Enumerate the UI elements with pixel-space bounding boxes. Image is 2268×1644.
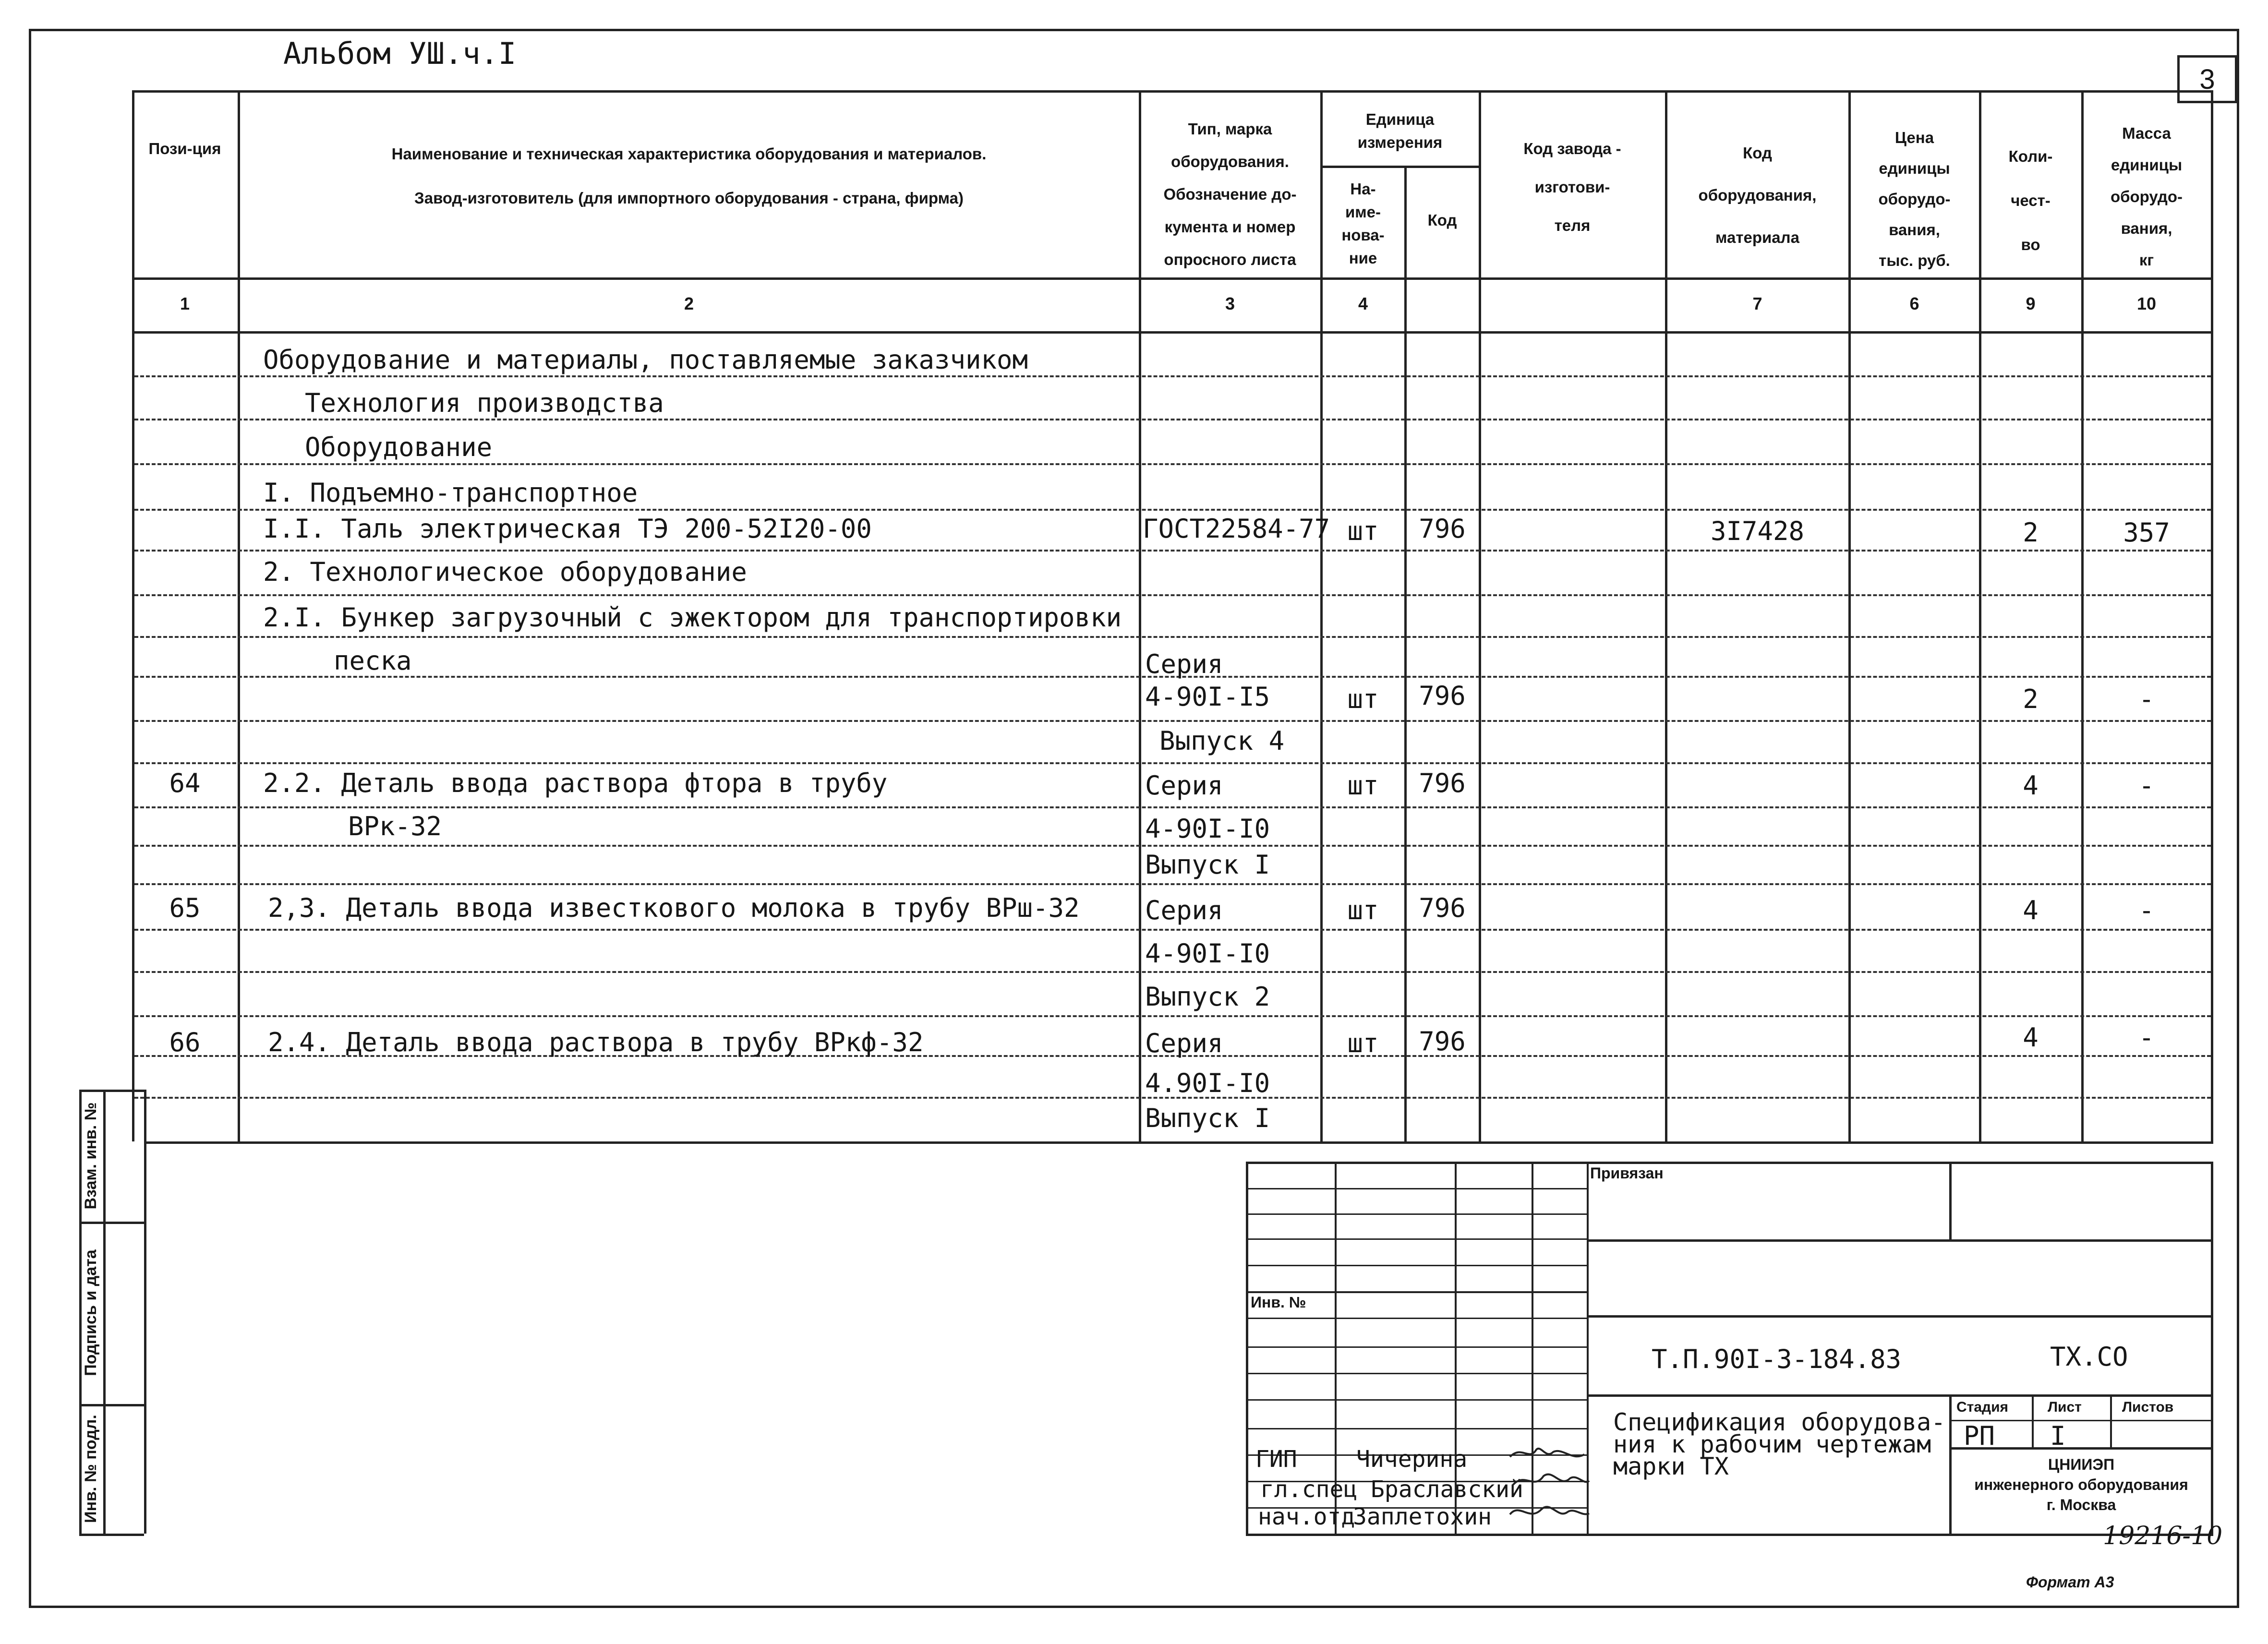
column-number: 1: [180, 294, 190, 313]
document-title-line: Спецификация оборудова-: [1613, 1408, 1946, 1436]
header-unit-group: [1323, 108, 1477, 154]
header-factory-code: [1481, 130, 1664, 245]
row-doc: Серия: [1145, 895, 1223, 925]
stage-value: РП: [1964, 1421, 1995, 1451]
header-type: [1141, 113, 1319, 276]
header-unit-line: измерения: [1357, 133, 1443, 151]
signer-name: Браславский: [1371, 1476, 1523, 1503]
row-name: 2.I. Бункер загрузочный с эжектором для транспортировки: [263, 602, 1122, 633]
document-title-line: ния к рабочим чертежам: [1613, 1430, 1931, 1458]
header-unit-name: [1323, 178, 1403, 270]
row-qty: 4: [2023, 1022, 2039, 1053]
row-unit: шт: [1347, 895, 1379, 925]
header-name-line1: Наименование и техническая характеристика оборудования и материалов.: [391, 145, 987, 163]
header-qty-line: Коли-: [2008, 147, 2053, 165]
header-position-text: Пози-ция: [148, 140, 221, 157]
header-mass-line: кг: [2139, 251, 2154, 269]
signer-name: Чичерина: [1356, 1446, 1468, 1473]
organization-line: инженерного оборудования: [1974, 1476, 2188, 1493]
row-name: 2.2. Деталь ввода раствора фтора в трубу: [263, 768, 888, 798]
header-qty-line: чест-: [2011, 192, 2051, 209]
row-unit-code: 796: [1419, 514, 1466, 544]
row-unit-code: 796: [1419, 681, 1466, 711]
inv-label: Инв. №: [1251, 1294, 1306, 1311]
document-title-line: марки ТХ: [1613, 1452, 1729, 1480]
header-price-line: оборудо-: [1878, 190, 1951, 208]
sheet-number: 3: [2177, 55, 2237, 103]
stage-label: Стадия: [1956, 1399, 2009, 1415]
row-doc: 4-90I-I0: [1145, 938, 1270, 969]
row-doc: Выпуск 2: [1145, 982, 1270, 1012]
row-position: 65: [169, 893, 201, 923]
header-type-line: Обозначение до-: [1163, 185, 1297, 203]
header-equip-line: материала: [1715, 228, 1799, 246]
row-name: I. Подъемно-транспортное: [263, 478, 638, 508]
header-price-line: Цена: [1894, 129, 1934, 146]
row-doc: 4.90I-I0: [1145, 1068, 1270, 1098]
column-number: 6: [1909, 294, 1919, 313]
header-unit-name-line: ние: [1349, 249, 1377, 267]
row-doc: Серия: [1145, 649, 1223, 679]
sheet-value: I: [2050, 1421, 2066, 1451]
organization-line: ЦНИИЭП: [2048, 1456, 2115, 1473]
column-number: 9: [2026, 294, 2036, 313]
row-doc: 4-90I-I0: [1145, 814, 1270, 844]
header-unit-name-line: нова-: [1341, 226, 1385, 244]
sheets-label: Листов: [2122, 1399, 2174, 1415]
row-name: Технология производства: [305, 388, 664, 418]
row-mass: -: [2138, 895, 2155, 925]
row-name: 2. Технологическое оборудование: [263, 557, 747, 587]
header-price-line: вания,: [1889, 221, 1940, 239]
header-price-line: тыс. руб.: [1879, 252, 1950, 269]
row-unit-code: 796: [1419, 768, 1466, 798]
row-mass: -: [2138, 770, 2155, 801]
row-doc: Выпуск I: [1145, 1103, 1270, 1133]
row-doc: ГОСТ22584-77: [1143, 514, 1330, 544]
row-mass: -: [2138, 1022, 2155, 1053]
header-mass-line: Масса: [2122, 124, 2171, 142]
header-price-line: единицы: [1879, 159, 1950, 177]
privyazan-label: Привязан: [1590, 1164, 1664, 1182]
organization: [1952, 1454, 2211, 1515]
row-position: 66: [169, 1027, 201, 1057]
header-mass-line: вания,: [2121, 219, 2172, 237]
header-mass-line: оборудо-: [2110, 188, 2183, 205]
document-mark: ТХ.СО: [2050, 1342, 2128, 1372]
row-name: 2,3. Деталь ввода известкового молока в трубу ВРш-32: [268, 893, 1080, 923]
row-qty: 2: [2023, 517, 2039, 548]
signer-role: нач.отд: [1258, 1503, 1355, 1530]
organization-line: г. Москва: [2046, 1496, 2116, 1513]
handwritten-signatures: [1508, 1442, 1592, 1531]
column-number: 3: [1225, 294, 1235, 313]
signer-name: Заплетохин: [1353, 1503, 1492, 1530]
row-doc: Серия: [1145, 1028, 1223, 1058]
row-name: песка: [334, 646, 412, 676]
column-number: 7: [1752, 294, 1762, 313]
side-label: Взам. инв. №: [82, 1102, 100, 1210]
header-price: [1851, 122, 1978, 276]
header-equip-line: оборудования,: [1698, 186, 1817, 204]
row-equip-code: 3I7428: [1710, 516, 1805, 546]
column-number: 10: [2136, 294, 2157, 313]
row-mass: 357: [2123, 517, 2170, 548]
header-unit-name-line: име-: [1345, 203, 1381, 221]
side-label: Инв. № подл.: [82, 1415, 100, 1523]
column-number: 4: [1358, 294, 1368, 313]
header-unit-code: Код: [1427, 211, 1457, 229]
header-type-line: Тип, марка: [1188, 120, 1272, 138]
row-doc: Выпуск I: [1145, 850, 1270, 880]
header-mass-line: единицы: [2111, 156, 2183, 174]
format-label: Формат А3: [2026, 1573, 2114, 1591]
footer-number: 19216-10: [2103, 1522, 2223, 1550]
header-type-line: опросного листа: [1164, 251, 1296, 268]
row-name: Оборудование и материалы, поставляемые заказчиком: [263, 345, 1028, 375]
row-name: I.I. Таль электрическая ТЭ 200-52I20-00: [263, 514, 872, 544]
header-factory-line: изготови-: [1534, 178, 1610, 196]
row-qty: 4: [2023, 895, 2039, 925]
row-name: Оборудование: [305, 432, 493, 462]
row-doc: 4-90I-I5: [1145, 682, 1270, 712]
sheet-label: Лист: [2048, 1399, 2082, 1415]
row-qty: 4: [2023, 770, 2039, 801]
header-equip-code: [1667, 132, 1847, 259]
header-name: [240, 142, 1138, 211]
header-type-line: оборудования.: [1171, 153, 1289, 170]
header-unit-line: Единица: [1365, 110, 1435, 128]
side-label: Подпись и дата: [82, 1249, 100, 1376]
row-mass: -: [2138, 684, 2155, 714]
row-unit: шт: [1347, 516, 1379, 546]
signer-role: гл.спец: [1260, 1476, 1358, 1503]
row-unit-code: 796: [1419, 893, 1466, 923]
row-unit: шт: [1347, 1028, 1379, 1058]
header-type-line: кумента и номер: [1164, 218, 1296, 236]
header-position: [134, 130, 235, 168]
row-unit: шт: [1347, 684, 1379, 714]
row-name: ВРк-32: [348, 811, 442, 841]
header-name-line2: Завод-изготовитель (для импортного оборудования - страна, фирма): [414, 189, 964, 207]
row-doc: Выпуск 4: [1159, 726, 1285, 756]
row-doc: Серия: [1145, 770, 1223, 801]
header-factory-line: Код завода -: [1523, 140, 1621, 157]
row-unit: шт: [1347, 770, 1379, 801]
document-code: Т.П.90I-3-184.83: [1652, 1344, 1902, 1374]
document-title: [1613, 1408, 1946, 1480]
row-unit-code: 796: [1419, 1026, 1466, 1056]
header-qty: [1981, 134, 2080, 267]
row-name: 2.4. Деталь ввода раствора в трубу ВРкф-32: [268, 1027, 924, 1057]
album-label: Альбом УШ.ч.I: [283, 36, 517, 71]
column-number: 2: [684, 294, 694, 313]
signer-role: ГИП: [1255, 1446, 1297, 1473]
header-factory-line: теля: [1554, 216, 1591, 234]
header-mass: [2084, 118, 2209, 276]
row-qty: 2: [2023, 684, 2039, 714]
header-qty-line: во: [2021, 236, 2040, 253]
row-position: 64: [169, 768, 201, 798]
header-unit-name-line: На-: [1350, 180, 1376, 198]
header-equip-line: Код: [1743, 144, 1772, 162]
